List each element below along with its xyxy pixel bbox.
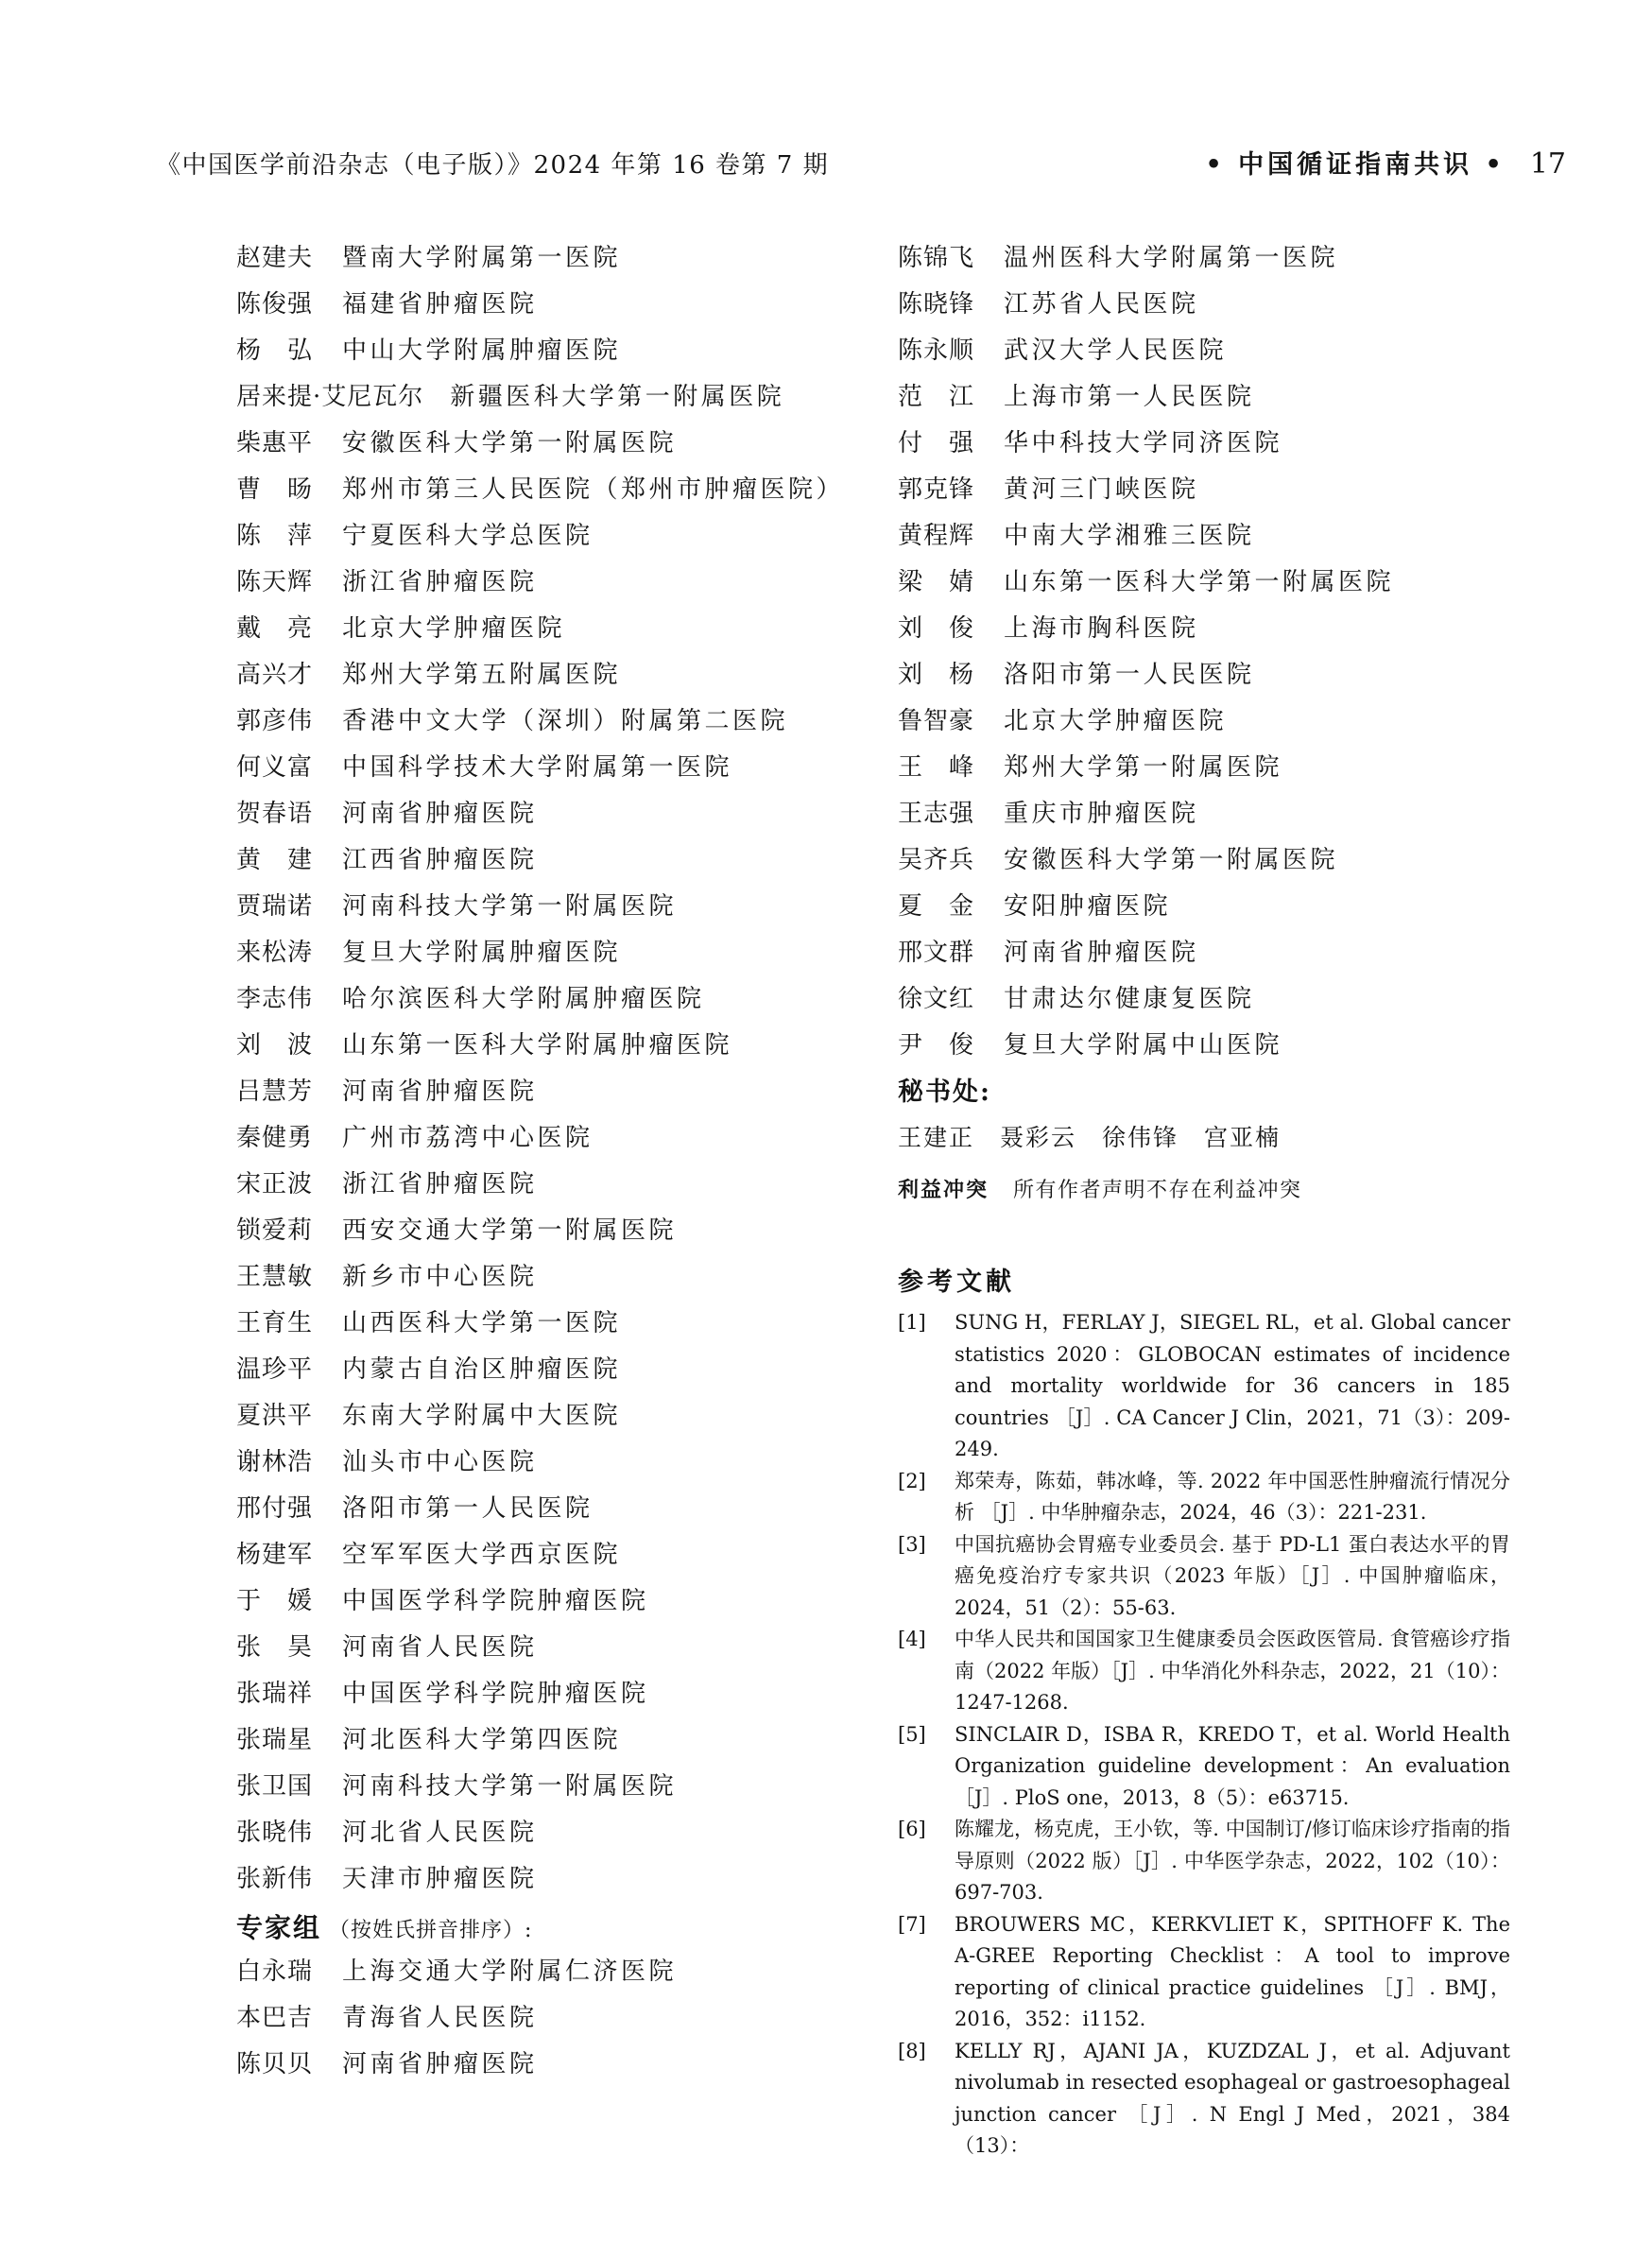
member-hospital: 新乡市中心医院	[342, 1263, 538, 1291]
reference-text: 郑荣寿，陈茹，韩冰峰，等. 2022 年中国恶性肿瘤流行情况分析 ［J］. 中华肿瘤杂志，2024，46（3）：221-231.	[955, 1469, 1510, 1524]
member-row	[898, 1020, 1512, 1066]
reference-marker: [2]	[898, 1469, 926, 1492]
section-label: • 中国循证指南共识 •	[1205, 150, 1506, 180]
reference-item	[898, 2036, 1512, 2163]
member-name: 贺春语	[236, 800, 314, 828]
member-hospital: 内蒙古自治区肿瘤医院	[342, 1355, 622, 1384]
reference-text: 中国抗癌协会胃癌专业委员会. 基于 PD-L1 蛋白表达水平的胃癌免疫治疗专家共识（2023 年版）［J］. 中国肿瘤临床，2024，51（2）：55-63.	[955, 1532, 1510, 1619]
member-hospital: 汕头市中心医院	[342, 1448, 538, 1476]
member-row	[236, 788, 860, 835]
member-hospital: 天津市肿瘤医院	[342, 1865, 538, 1893]
reference-item	[898, 1909, 1512, 2036]
member-name: 吴齐兵	[898, 846, 975, 874]
conflict-label: 利益冲突	[898, 1177, 989, 1202]
member-name: 谢林浩	[236, 1448, 314, 1476]
secretariat-header	[898, 1066, 1512, 1112]
reference-item	[898, 1529, 1512, 1625]
member-hospital: 青海省人民医院	[342, 2004, 538, 2032]
reference-item	[898, 1719, 1512, 1815]
member-name: 邢文群	[898, 939, 975, 967]
member-row	[236, 1251, 860, 1298]
committee-column-right	[898, 233, 1512, 2163]
member-hospital: 中国科学技术大学附属第一医院	[342, 753, 733, 782]
member-name: 杨 弘	[236, 336, 314, 365]
member-hospital: 东南大学附属中大医院	[342, 1402, 622, 1430]
member-row	[236, 1205, 860, 1251]
member-hospital: 河北省人民医院	[342, 1819, 538, 1847]
member-name: 王 峰	[898, 753, 975, 782]
member-hospital: 西安交通大学第一附属医院	[342, 1216, 678, 1245]
member-hospital: 江西省肿瘤医院	[342, 846, 538, 874]
member-hospital: 哈尔滨医科大学附属肿瘤医院	[342, 985, 705, 1013]
committee-column-left	[236, 233, 860, 2085]
member-name: 郭彦伟	[236, 707, 314, 735]
member-name: 王慧敏	[236, 1263, 314, 1291]
member-name: 陈贝贝	[236, 2050, 314, 2078]
member-name: 刘 波	[236, 1031, 314, 1060]
expert-group-header	[236, 1900, 860, 1946]
member-name: 温珍平	[236, 1355, 314, 1384]
member-row	[236, 279, 860, 325]
member-row	[236, 1437, 860, 1483]
page-number: 17	[1529, 147, 1566, 181]
member-name: 鲁智豪	[898, 707, 975, 735]
member-name: 吕慧芳	[236, 1078, 314, 1106]
member-name: 黄程辉	[898, 522, 975, 550]
member-name: 白永瑞	[236, 1957, 314, 1986]
reference-marker: [3]	[898, 1532, 926, 1556]
member-name: 赵建夫	[236, 244, 314, 272]
member-row	[236, 742, 860, 788]
reference-marker: [8]	[898, 2039, 926, 2062]
member-row	[236, 835, 860, 881]
member-name: 来松涛	[236, 939, 314, 967]
reference-text: SUNG H，FERLAY J，SIEGEL RL，et al. Global cancer statistics 2020：GLOBOCAN estimates of incidence and mortality worldwide for 36 cancers in 185 countries ［J］. CA Cancer J Clin，2021，71（3）：209-249.	[955, 1311, 1510, 1460]
member-row	[236, 696, 860, 742]
member-row	[236, 557, 860, 603]
member-name: 夏洪平	[236, 1402, 314, 1430]
reference-marker: [7]	[898, 1912, 926, 1936]
member-hospital: 中国医学科学院肿瘤医院	[342, 1680, 649, 1708]
running-head	[156, 144, 1566, 181]
member-row	[236, 1622, 860, 1668]
member-name: 陈天辉	[236, 568, 314, 596]
reference-item	[898, 1466, 1512, 1529]
member-hospital: 郑州大学第一附属医院	[1004, 753, 1283, 782]
member-hospital: 上海市胸科医院	[1004, 614, 1199, 643]
reference-item	[898, 1814, 1512, 1909]
member-row	[898, 927, 1512, 974]
member-name: 陈锦飞	[898, 244, 975, 272]
member-name: 邢付强	[236, 1494, 314, 1523]
member-hospital: 中南大学湘雅三医院	[1004, 522, 1255, 550]
member-name: 何义富	[236, 753, 314, 782]
member-name: 陈永顺	[898, 336, 975, 365]
member-row	[236, 1529, 860, 1576]
member-list-right	[898, 233, 1512, 1066]
member-row	[236, 1066, 860, 1112]
reference-marker: [1]	[898, 1311, 926, 1334]
secretariat-title: 秘书处:	[898, 1078, 991, 1107]
expert-list	[236, 1946, 860, 2085]
member-name: 张瑞祥	[236, 1680, 314, 1708]
reference-text: 陈耀龙，杨克虎，王小钦，等. 中国制订/修订临床诊疗指南的指导原则（2022 版）［J］. 中华医学杂志，2022，102（10）：697-703.	[955, 1818, 1510, 1904]
member-hospital: 郑州大学第五附属医院	[342, 661, 622, 689]
member-list-left	[236, 233, 860, 1900]
member-name: 曹 旸	[236, 475, 314, 504]
reference-text: KELLY RJ，AJANI JA，KUZDZAL J，et al. Adjuvant nivolumab in resected esophageal or gastroesophageal junction cancer ［J］. N Engl J Med，2021，384（13）：	[955, 2039, 1510, 2157]
member-name: 刘 杨	[898, 661, 975, 689]
reference-marker: [4]	[898, 1628, 926, 1650]
expert-group-title: 专家组	[236, 1912, 322, 1943]
member-row	[236, 1159, 860, 1205]
member-row	[898, 881, 1512, 927]
reference-text: BROUWERS MC，KERKVLIET K，SPITHOFF K. The A-GREE Reporting Checklist：A tool to improve reporting of clinical practice guidelines ［J］. BMJ，2016，352：i1152.	[955, 1912, 1510, 2030]
member-hospital: 温州医科大学附属第一医院	[1004, 244, 1339, 272]
member-name: 张 昊	[236, 1633, 314, 1662]
expert-group-note: （按姓氏拼音排序）:	[329, 1919, 533, 1942]
member-hospital: 北京大学肿瘤医院	[1004, 707, 1228, 735]
member-name: 刘 俊	[898, 614, 975, 643]
member-name: 徐文红	[898, 985, 975, 1013]
member-hospital: 宁夏医科大学总医院	[342, 522, 594, 550]
member-row	[236, 1854, 860, 1900]
member-row	[236, 1761, 860, 1807]
member-hospital: 山东第一医科大学第一附属医院	[1004, 568, 1395, 596]
secretariat-names: 王建正 聂彩云 徐伟锋 宫亚楠	[898, 1123, 1282, 1151]
member-row	[236, 1483, 860, 1529]
member-row	[898, 696, 1512, 742]
member-name: 陈晓锋	[898, 290, 975, 319]
member-name: 郭克锋	[898, 475, 975, 504]
member-name: 居来提·艾尼瓦尔	[236, 383, 424, 411]
member-hospital: 河北医科大学第四医院	[342, 1726, 622, 1754]
member-hospital: 江苏省人民医院	[1004, 290, 1199, 319]
journal-title: 《中国医学前沿杂志（电子版）》2024 年第 16 卷第 7 期	[156, 151, 830, 180]
member-hospital: 河南省人民医院	[342, 1633, 538, 1662]
references-header	[898, 1261, 1512, 1297]
member-hospital: 中国医学科学院肿瘤医院	[342, 1587, 649, 1615]
member-hospital: 新疆医科大学第一附属医院	[450, 383, 785, 411]
member-name: 尹 俊	[898, 1031, 975, 1060]
member-row	[236, 881, 860, 927]
member-hospital: 广州市荔湾中心医院	[342, 1124, 594, 1152]
member-hospital: 北京大学肿瘤医院	[342, 614, 566, 643]
member-row	[236, 418, 860, 464]
reference-text: SINCLAIR D，ISBA R，KREDO T，et al. World Health Organization guideline development：An evaluation ［J］. PloS one，2013，8（5）：e63715.	[955, 1722, 1510, 1809]
member-row	[236, 1344, 860, 1390]
member-row	[236, 927, 860, 974]
reference-text: 中华人民共和国国家卫生健康委员会医政医管局. 食管癌诊疗指南（2022 年版）［J］. 中华消化外科杂志，2022，21（10）：1247-1268.	[955, 1628, 1510, 1714]
member-row	[236, 1807, 860, 1854]
member-hospital: 中山大学附属肿瘤医院	[342, 336, 622, 365]
member-hospital: 甘肃达尔健康复医院	[1004, 985, 1255, 1013]
member-name: 张新伟	[236, 1865, 314, 1893]
member-hospital: 安阳肿瘤医院	[1004, 892, 1172, 921]
member-row	[898, 233, 1512, 279]
member-hospital: 河南省肿瘤医院	[342, 2050, 538, 2078]
member-row	[236, 1298, 860, 1344]
member-name: 柴惠平	[236, 429, 314, 457]
member-row	[236, 371, 860, 418]
member-hospital: 暨南大学附属第一医院	[342, 244, 622, 272]
member-hospital: 上海交通大学附属仁济医院	[342, 1957, 678, 1986]
member-name: 张晓伟	[236, 1819, 314, 1847]
references-title: 参考文献	[898, 1267, 1015, 1297]
member-name: 锁爱莉	[236, 1216, 314, 1245]
member-row	[236, 974, 860, 1020]
member-hospital: 复旦大学附属中山医院	[1004, 1031, 1283, 1060]
member-hospital: 河南省肿瘤医院	[1004, 939, 1199, 967]
reference-item	[898, 1307, 1512, 1466]
member-row	[898, 649, 1512, 696]
member-name: 杨建军	[236, 1541, 314, 1569]
member-hospital: 浙江省肿瘤医院	[342, 1170, 538, 1198]
member-hospital: 山西医科大学第一医院	[342, 1309, 622, 1337]
member-hospital: 安徽医科大学第一附属医院	[1004, 846, 1339, 874]
member-hospital: 香港中文大学（深圳）附属第二医院	[342, 707, 789, 735]
member-name: 于 媛	[236, 1587, 314, 1615]
member-name: 范 江	[898, 383, 975, 411]
member-hospital: 山东第一医科大学附属肿瘤医院	[342, 1031, 733, 1060]
member-row	[898, 510, 1512, 557]
member-hospital: 河南科技大学第一附属医院	[342, 1772, 678, 1801]
member-name: 付 强	[898, 429, 975, 457]
references-list	[898, 1307, 1512, 2163]
member-hospital: 上海市第一人民医院	[1004, 383, 1255, 411]
member-hospital: 福建省肿瘤医院	[342, 290, 538, 319]
member-name: 贾瑞诺	[236, 892, 314, 921]
member-name: 王育生	[236, 1309, 314, 1337]
member-name: 黄 建	[236, 846, 314, 874]
member-hospital: 武汉大学人民医院	[1004, 336, 1228, 365]
member-row	[898, 557, 1512, 603]
member-row	[236, 1112, 860, 1159]
member-hospital: 浙江省肿瘤医院	[342, 568, 538, 596]
member-row	[236, 464, 860, 510]
member-hospital: 华中科技大学同济医院	[1004, 429, 1283, 457]
member-name: 陈 萍	[236, 522, 314, 550]
member-name: 夏 金	[898, 892, 975, 921]
member-row	[898, 464, 1512, 510]
member-name: 陈俊强	[236, 290, 314, 319]
member-row	[236, 603, 860, 649]
member-row	[236, 2039, 860, 2085]
member-row	[898, 974, 1512, 1020]
member-row	[236, 233, 860, 279]
member-hospital: 空军军医大学西京医院	[342, 1541, 622, 1569]
conflict-text: 所有作者声明不存在利益冲突	[1013, 1178, 1302, 1202]
member-row	[898, 788, 1512, 835]
member-hospital: 河南省肿瘤医院	[342, 1078, 538, 1106]
member-row	[236, 649, 860, 696]
member-row	[898, 325, 1512, 371]
member-name: 戴 亮	[236, 614, 314, 643]
member-hospital: 黄河三门峡医院	[1004, 475, 1199, 504]
member-row	[898, 835, 1512, 881]
member-name: 王志强	[898, 800, 975, 828]
conflict-of-interest	[898, 1170, 1512, 1206]
reference-marker: [6]	[898, 1818, 926, 1840]
member-row	[898, 742, 1512, 788]
member-row	[898, 418, 1512, 464]
member-row	[236, 1668, 860, 1715]
member-row	[236, 1020, 860, 1066]
member-hospital: 复旦大学附属肿瘤医院	[342, 939, 622, 967]
reference-marker: [5]	[898, 1722, 926, 1746]
member-row	[236, 1390, 860, 1437]
running-head-right	[1205, 144, 1566, 181]
member-name: 秦健勇	[236, 1124, 314, 1152]
member-name: 李志伟	[236, 985, 314, 1013]
member-row	[236, 510, 860, 557]
member-row	[898, 603, 1512, 649]
member-row	[236, 1992, 860, 2039]
member-row	[236, 1576, 860, 1622]
member-name: 张瑞星	[236, 1726, 314, 1754]
member-hospital: 河南科技大学第一附属医院	[342, 892, 678, 921]
member-name: 本巴吉	[236, 2004, 314, 2032]
member-row	[236, 1946, 860, 1992]
member-name: 张卫国	[236, 1772, 314, 1801]
member-name: 梁 婧	[898, 568, 975, 596]
reference-item	[898, 1624, 1512, 1719]
member-hospital: 重庆市肿瘤医院	[1004, 800, 1199, 828]
member-row	[898, 279, 1512, 325]
member-hospital: 河南省肿瘤医院	[342, 800, 538, 828]
member-row	[236, 1715, 860, 1761]
member-name: 宋正波	[236, 1170, 314, 1198]
member-hospital: 洛阳市第一人民医院	[342, 1494, 594, 1523]
member-hospital: 郑州市第三人民医院（郑州市肿瘤医院）	[342, 475, 845, 504]
member-name: 高兴才	[236, 661, 314, 689]
member-hospital: 安徽医科大学第一附属医院	[342, 429, 678, 457]
member-row	[898, 371, 1512, 418]
member-hospital: 洛阳市第一人民医院	[1004, 661, 1255, 689]
member-row	[236, 325, 860, 371]
